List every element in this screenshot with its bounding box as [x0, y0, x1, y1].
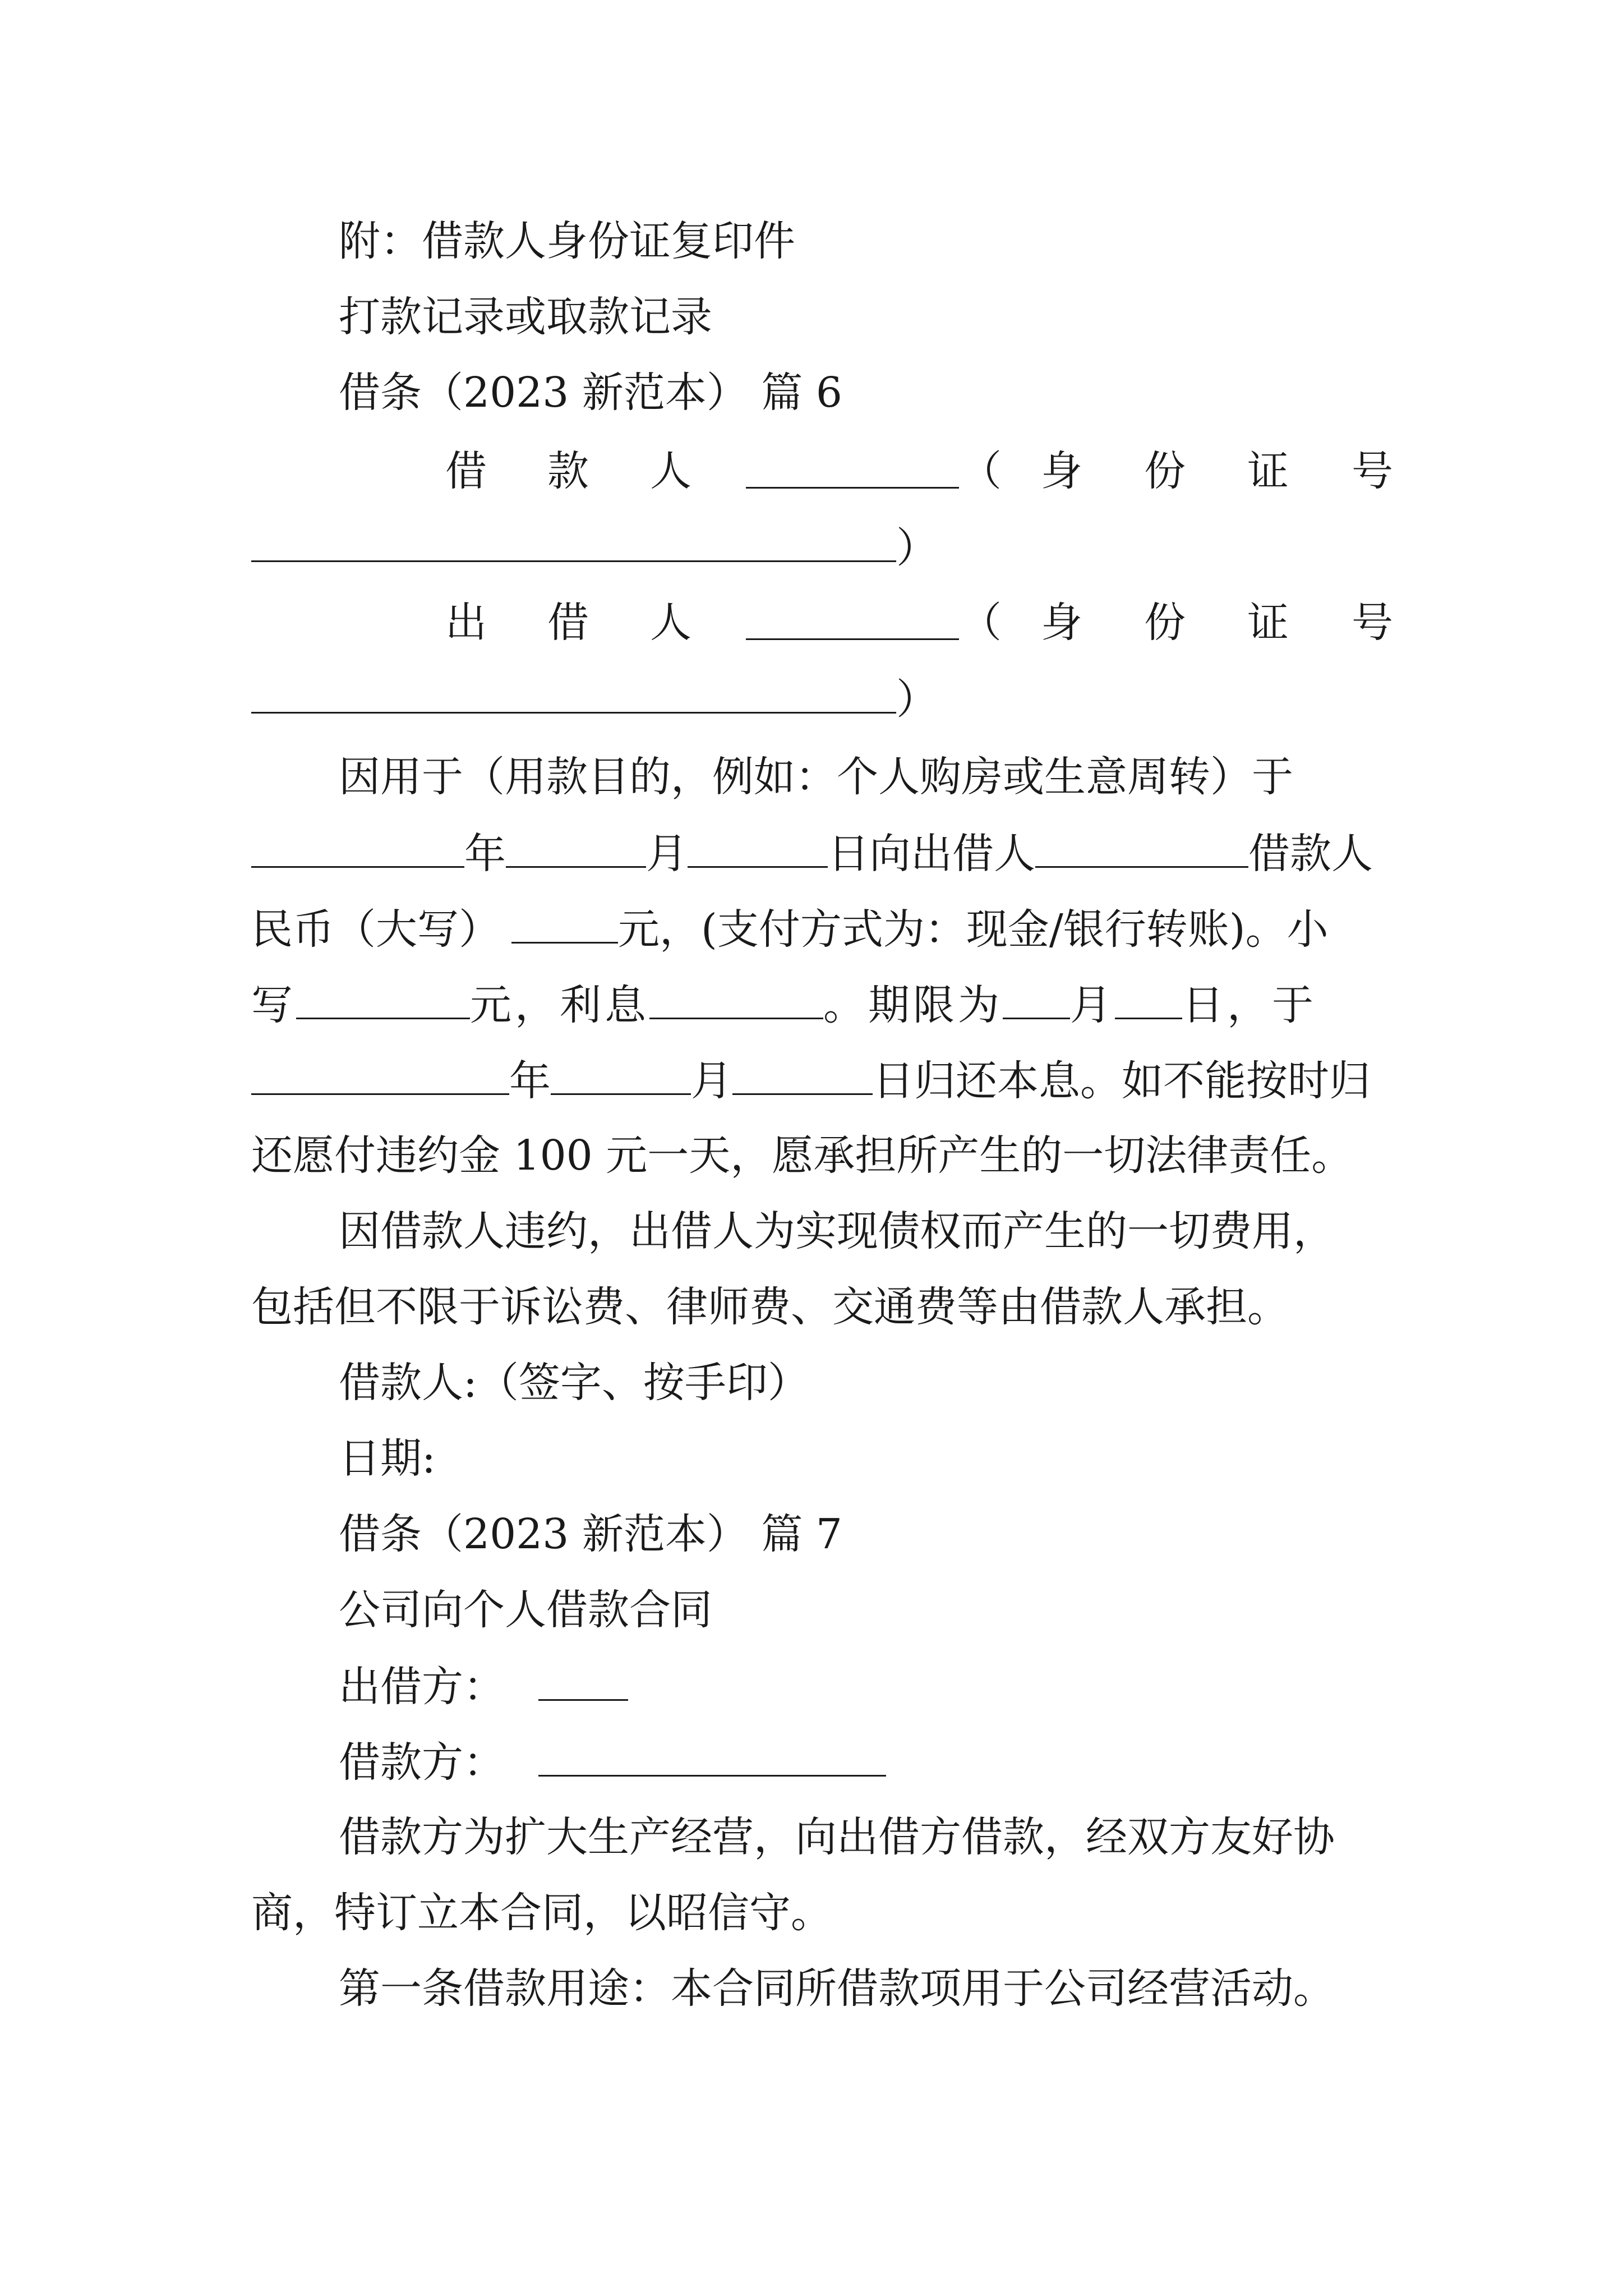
char: 款: [547, 447, 589, 495]
char: 份: [1144, 447, 1186, 495]
year-blank: [251, 825, 464, 868]
lender-name-blank: [746, 638, 959, 640]
date-label: 日期:: [339, 1434, 436, 1483]
interest-term-line: [251, 976, 1395, 1033]
cost-clause-line-1: 因借款人违约，出借人为实现债权而产生的一切费用，: [339, 1207, 1335, 1255]
borrower-id-blank: [251, 519, 896, 562]
char: 出: [445, 599, 487, 647]
char: 借: [445, 447, 487, 495]
amount-small-blank: [296, 976, 470, 1019]
payment-record-note: 打款记录或取款记录: [339, 293, 712, 341]
section-heading-7: 借条（2023 新范本） 篇 7: [339, 1510, 842, 1558]
text: 年: [509, 1057, 551, 1105]
char: 人: [650, 599, 691, 647]
term-day-blank: [1115, 976, 1182, 1019]
char: 证: [1247, 447, 1289, 495]
lender-id-tail: [251, 670, 938, 728]
amount-line: [251, 900, 1395, 958]
text: 写: [251, 981, 296, 1029]
amount-caps-blank: [511, 900, 618, 944]
char: （: [960, 447, 1002, 495]
lender-party-blank: [538, 1658, 628, 1701]
cost-clause-line-2: 包括但不限于诉讼费、律师费、交通费等由借款人承担。: [251, 1283, 1289, 1331]
lender-party-line: [339, 1658, 1395, 1715]
text: 日向出借人: [828, 830, 1035, 878]
char: 号: [1352, 599, 1393, 647]
repay-day-blank: [732, 1052, 873, 1095]
char: ）: [896, 524, 938, 572]
text: 月: [691, 1057, 732, 1105]
day-blank: [688, 825, 828, 868]
text: 借款人: [1248, 830, 1373, 878]
lender-id-blank: [251, 670, 896, 714]
purpose-line: 因用于（用款目的，例如：个人购房或生意周转）于: [339, 753, 1293, 801]
borrower-signature: 借款人:（签字、按手印）: [339, 1359, 809, 1407]
text: 元，(支付方式为：现金/银行转账)。小: [618, 905, 1329, 954]
text: 年: [464, 830, 506, 878]
borrower-id-tail: [251, 519, 938, 576]
preamble-line-2: 商，特订立本合同，以昭信守。: [251, 1889, 832, 1937]
month-blank: [506, 825, 646, 868]
char: 身: [1041, 447, 1082, 495]
char: 份: [1144, 599, 1186, 647]
char: ）: [896, 675, 938, 724]
attachment-note: 附：借款人身份证复印件: [339, 217, 795, 265]
penalty-line: 还愿付违约金 100 元一天，愿承担所产生的一切法律责任。: [251, 1131, 1353, 1180]
date-amount-line: [251, 825, 1395, 882]
article-1: 第一条借款用途：本合同所借款项用于公司经营活动。: [339, 1964, 1335, 2013]
char: 号: [1352, 447, 1393, 495]
borrower-name-blank: [746, 487, 959, 489]
text: 日，于: [1182, 981, 1317, 1029]
term-month-blank: [1003, 976, 1070, 1019]
text: 出借方：: [339, 1663, 505, 1711]
borrower-party-line: [339, 1733, 1395, 1791]
contract-title: 公司向个人借款合同: [339, 1586, 712, 1634]
preamble-line-1: 借款方为扩大生产经营，向出借方借款，经双方友好协: [339, 1813, 1335, 1861]
text: 民币（大写）: [251, 905, 500, 954]
text: 月: [1070, 981, 1115, 1029]
char: （: [960, 599, 1002, 647]
text: 月: [646, 830, 688, 878]
char: 证: [1247, 599, 1289, 647]
char: 人: [650, 447, 691, 495]
repay-month-blank: [551, 1052, 691, 1095]
repayment-line: [251, 1052, 1395, 1109]
text: 日归还本息。如不能按时归: [873, 1057, 1371, 1105]
borrower-party-blank: [538, 1733, 886, 1777]
repay-year-blank: [251, 1052, 509, 1095]
text: 借款方：: [339, 1738, 505, 1787]
interest-blank: [649, 976, 823, 1019]
char: 身: [1041, 599, 1082, 647]
section-heading-6: 借条（2023 新范本） 篇 6: [339, 369, 842, 417]
lender-blank: [1035, 825, 1248, 868]
char: 借: [547, 599, 589, 647]
text: 元，利息: [470, 981, 649, 1029]
text: 。期限为: [823, 981, 1003, 1029]
